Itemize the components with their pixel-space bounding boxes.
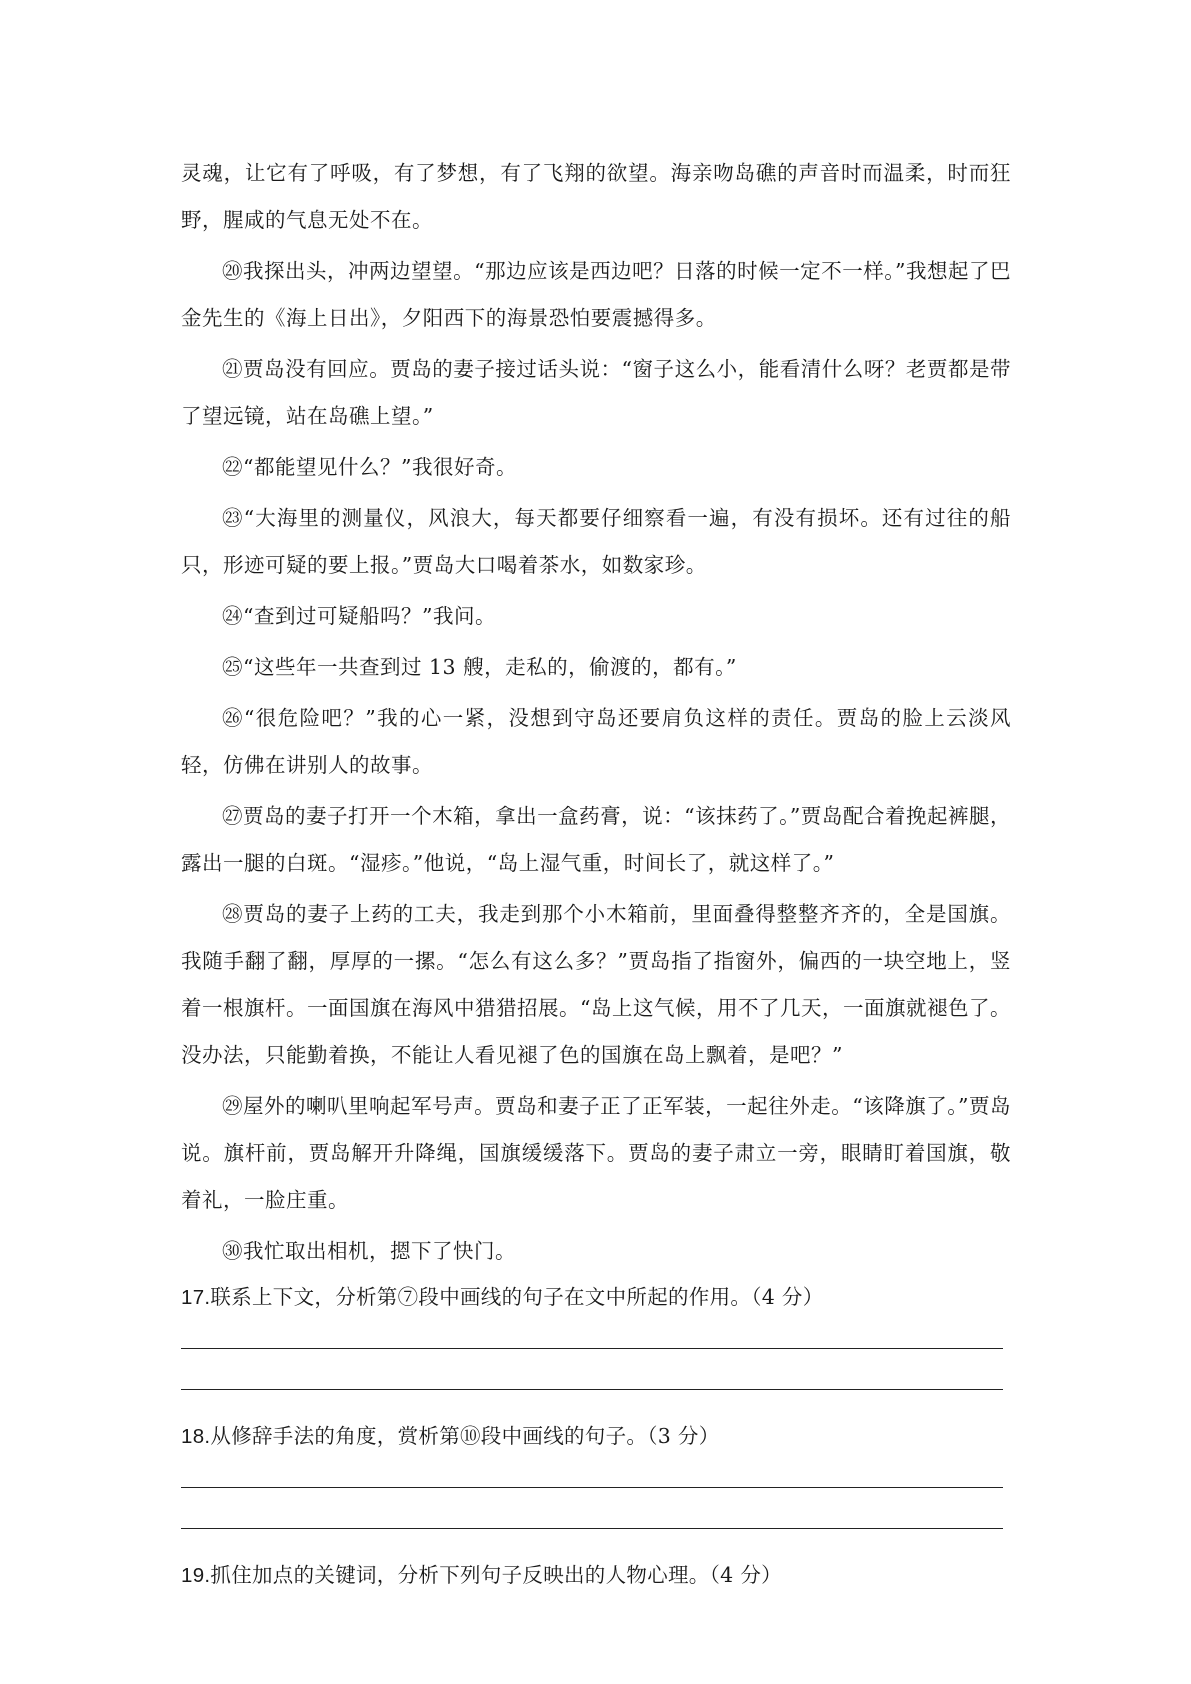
paragraph-20: ⑳我探出头，冲两边望望。“那边应该是西边吧？日落的时候一定不一样。”我想起了巴金先生的《海上日出》，夕阳西下的海景恐怕要震撼得多。 <box>181 259 1011 330</box>
paragraph-30: ㉚我忙取出相机，摁下了快门。 <box>222 1239 516 1263</box>
paragraph-23: ㉓“大海里的测量仪，风浪大，每天都要仔细察看一遍，有没有损坏。还有过往的船只，形迹可疑的要上报。”贾岛大口喝着茶水，如数家珍。 <box>181 506 1011 577</box>
paragraph-22: ㉒“都能望见什么？”我很好奇。 <box>222 455 517 479</box>
question-19 <box>181 1561 1011 1590</box>
paragraph-21: ㉑贾岛没有回应。贾岛的妻子接过话头说：“窗子这么小，能看清什么呀？老贾都是带了望远镜，站在岛礁上望。” <box>181 357 1011 428</box>
question-18 <box>181 1422 1011 1451</box>
document-page <box>181 150 1011 1590</box>
paragraph-27: ㉗贾岛的妻子打开一个木箱，拿出一盒药膏，说：“该抹药了。”贾岛配合着挽起裤腿，露出一腿的白斑。“湿疹。”他说，“岛上湿气重，时间长了，就这样了。” <box>181 804 1011 875</box>
paragraph-24: ㉔“查到过可疑船吗？”我问。 <box>222 604 496 628</box>
question-17 <box>181 1283 1011 1312</box>
question-19-prompt: 抓住加点的关键词，分析下列句子反映出的人物心理。（4 分） <box>210 1563 782 1587</box>
paragraph-29: ㉙屋外的喇叭里响起军号声。贾岛和妻子正了正军装，一起往外走。“该降旗了。”贾岛说。旗杆前，贾岛解开升降绳，国旗缓缓落下。贾岛的妻子肃立一旁，眼睛盯着国旗，敬着礼，一脸庄重。 <box>181 1094 1011 1212</box>
question-18-number: 18. <box>181 1425 211 1448</box>
question-18-prompt: 从修辞手法的角度，赏析第⑩段中画线的句子。（3 分） <box>210 1424 720 1448</box>
paragraph-25: ㉕“这些年一共查到过 13 艘，走私的，偷渡的，都有。” <box>222 655 737 679</box>
question-17-prompt: 联系上下文，分析第⑦段中画线的句子在文中所起的作用。（4 分） <box>210 1285 824 1309</box>
question-19-number: 19. <box>181 1564 211 1587</box>
paragraph-28: ㉘贾岛的妻子上药的工夫，我走到那个小木箱前，里面叠得整整齐齐的，全是国旗。我随手翻了翻，厚厚的一摞。“怎么有这么多？”贾岛指了指窗外，偏西的一块空地上，竖着一根旗杆。一面国旗在海风中猎猎招展。“岛上这气候，用不了几天，一面旗就褪色了。没办法，只能勤着换，不能让人看见褪了色的国旗在岛上飘着，是吧？” <box>181 902 1011 1067</box>
question-17-number: 17. <box>181 1286 211 1309</box>
paragraph-26: ㉖“很危险吧？”我的心一紧，没想到守岛还要肩负这样的责任。贾岛的脸上云淡风轻，仿佛在讲别人的故事。 <box>181 706 1011 777</box>
paragraph-19-continued: 灵魂，让它有了呼吸，有了梦想，有了飞翔的欲望。海亲吻岛礁的声音时而温柔，时而狂野，腥咸的气息无处不在。 <box>181 161 1011 232</box>
